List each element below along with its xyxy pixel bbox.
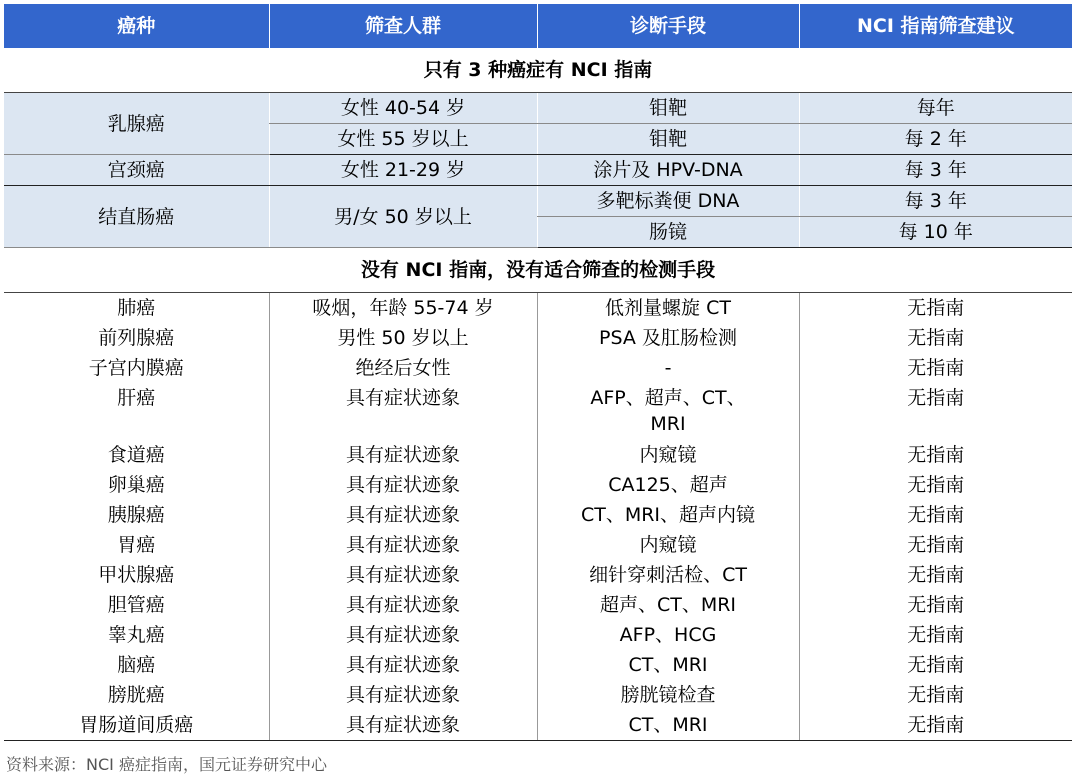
advice-cell: 无指南 — [799, 590, 1072, 620]
cancer-cell: 睾丸癌 — [107, 624, 165, 646]
table-row — [4, 93, 1072, 124]
table-row — [4, 353, 1072, 383]
advice-cell: 每 2 年 — [799, 124, 1072, 155]
population-cell: 具有症状迹象 — [269, 620, 537, 650]
population-cell: 具有症状迹象 — [269, 590, 537, 620]
population-cell: 女性 21-29 岁 — [269, 155, 537, 186]
method-cell: 钼靶 — [537, 93, 799, 124]
advice-cell: 无指南 — [799, 530, 1072, 560]
section-guided — [4, 48, 1072, 93]
table-row — [4, 383, 1072, 440]
population-cell: 男/女 50 岁以上 — [269, 186, 537, 248]
table-row — [4, 440, 1072, 470]
header-population: 筛查人群 — [269, 4, 537, 48]
population-cell: 具有症状迹象 — [269, 650, 537, 680]
population-cell: 具有症状迹象 — [269, 560, 537, 590]
population-cell: 具有症状迹象 — [269, 500, 537, 530]
section-title: 只有 3 种癌症有 NCI 指南 — [4, 48, 1072, 93]
cancer-cell: 甲状腺癌 — [98, 564, 175, 586]
table-row — [4, 186, 1072, 217]
section-title: 没有 NCI 指南，没有适合筛查的检测手段 — [4, 248, 1072, 293]
cancer-cell: 食道癌 — [107, 444, 165, 466]
cancer-cell: 乳腺癌 — [4, 93, 269, 155]
population-cell: 女性 40-54 岁 — [269, 93, 537, 124]
method-cell: AFP、HCG — [537, 620, 799, 650]
cancer-cell: 胃肠道间质癌 — [4, 710, 269, 741]
advice-cell: 每 3 年 — [799, 155, 1072, 186]
advice-cell: 无指南 — [799, 293, 1072, 324]
cancer-cell: 子宫内膜癌 — [88, 357, 184, 379]
cancer-cell: 肝癌 — [117, 387, 156, 409]
method-cell: AFP、超声、CT、MRI — [537, 383, 799, 440]
method-cell: 多靶标粪便 DNA — [537, 186, 799, 217]
advice-cell: 无指南 — [799, 650, 1072, 680]
table-row — [4, 293, 1072, 324]
population-cell: 具有症状迹象 — [269, 383, 537, 440]
population-cell: 绝经后女性 — [269, 353, 537, 383]
advice-cell: 无指南 — [799, 323, 1072, 353]
table-row — [4, 650, 1072, 680]
cancer-cell: 结直肠癌 — [4, 186, 269, 248]
header-advice: NCI 指南筛查建议 — [799, 4, 1072, 48]
header-method: 诊断手段 — [537, 4, 799, 48]
table-row — [4, 530, 1072, 560]
table-row — [4, 470, 1072, 500]
table-row — [4, 323, 1072, 353]
method-cell: 涂片及 HPV-DNA — [537, 155, 799, 186]
table-row — [4, 710, 1072, 741]
cancer-screening-table — [4, 4, 1072, 741]
method-cell: CT、MRI、超声内镜 — [537, 500, 799, 530]
cancer-cell: 卵巢癌 — [107, 474, 165, 496]
header-cancer: 癌种 — [4, 4, 269, 48]
header-row — [4, 4, 1072, 48]
advice-cell: 无指南 — [799, 440, 1072, 470]
table-row — [4, 590, 1072, 620]
advice-cell: 无指南 — [799, 500, 1072, 530]
cancer-cell: 前列腺癌 — [98, 327, 175, 349]
method-cell: PSA 及肛肠检测 — [537, 323, 799, 353]
method-cell: 内窥镜 — [537, 530, 799, 560]
advice-cell: 无指南 — [799, 560, 1072, 590]
cancer-cell: 胰腺癌 — [107, 504, 165, 526]
population-cell: 具有症状迹象 — [269, 680, 537, 710]
method-cell: 膀胱镜检查 — [537, 680, 799, 710]
advice-cell: 无指南 — [799, 383, 1072, 440]
population-cell: 具有症状迹象 — [269, 530, 537, 560]
table-row — [4, 680, 1072, 710]
population-cell: 具有症状迹象 — [269, 470, 537, 500]
advice-cell: 每年 — [799, 93, 1072, 124]
method-cell: 肠镜 — [537, 217, 799, 248]
population-cell: 具有症状迹象 — [269, 440, 537, 470]
advice-cell: 无指南 — [799, 620, 1072, 650]
method-cell: 内窥镜 — [537, 440, 799, 470]
method-cell: 细针穿刺活检、CT — [537, 560, 799, 590]
advice-cell: 无指南 — [799, 353, 1072, 383]
method-cell: CT、MRI — [537, 710, 799, 741]
method-cell: 低剂量螺旋 CT — [537, 293, 799, 324]
population-cell: 具有症状迹象 — [269, 710, 537, 741]
cancer-cell: 胆管癌 — [107, 594, 165, 616]
advice-cell: 无指南 — [799, 680, 1072, 710]
method-cell: 超声、CT、MRI — [537, 590, 799, 620]
method-cell: CA125、超声 — [537, 470, 799, 500]
table-row — [4, 560, 1072, 590]
source-note: 资料来源：NCI 癌症指南，国元证券研究中心 — [6, 755, 327, 774]
population-cell: 男性 50 岁以上 — [269, 323, 537, 353]
population-cell: 女性 55 岁以上 — [269, 124, 537, 155]
advice-cell: 每 10 年 — [799, 217, 1072, 248]
cancer-cell: 胃癌 — [117, 534, 156, 556]
section-unguided — [4, 248, 1072, 293]
advice-cell: 无指南 — [799, 470, 1072, 500]
table-row — [4, 500, 1072, 530]
cancer-cell: 脑癌 — [117, 654, 156, 676]
cancer-cell: 宫颈癌 — [4, 155, 269, 186]
method-cell: 钼靶 — [537, 124, 799, 155]
cancer-cell: 肺癌 — [117, 297, 156, 319]
population-cell: 吸烟，年龄 55-74 岁 — [269, 293, 537, 324]
table-row — [4, 620, 1072, 650]
table-row — [4, 155, 1072, 186]
advice-cell: 无指南 — [799, 710, 1072, 741]
cancer-cell: 膀胱癌 — [107, 684, 165, 706]
advice-cell: 每 3 年 — [799, 186, 1072, 217]
method-cell: CT、MRI — [537, 650, 799, 680]
method-cell: - — [537, 353, 799, 383]
